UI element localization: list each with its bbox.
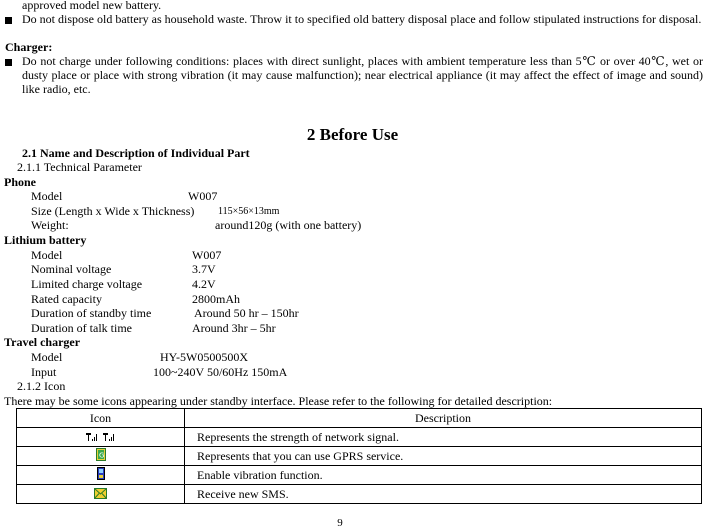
battery-row-label: Model xyxy=(31,248,63,262)
battery-row-value: Around 3hr – 5hr xyxy=(192,321,276,335)
battery-row-label: Rated capacity xyxy=(31,292,102,306)
icon-intro-text: There may be some icons appearing under standby interface. Please refer to the following for detailed description: xyxy=(4,394,553,408)
table-header-row xyxy=(17,409,702,428)
charger-model-label: Model xyxy=(31,350,63,364)
battery-row-label: Duration of talk time xyxy=(31,321,132,335)
phone-size-value: 115×56×13mm xyxy=(218,206,280,217)
continued-text: approved model new battery. xyxy=(22,0,162,12)
charger-input-label: Input xyxy=(31,365,57,379)
charger-input-value: 100~240V 50/60Hz 150mA xyxy=(153,365,288,379)
battery-row-label: Limited charge voltage xyxy=(31,277,143,291)
battery-row-value: Around 50 hr – 150hr xyxy=(194,306,299,320)
bullet-marker xyxy=(5,17,12,24)
battery-heading: Lithium battery xyxy=(4,233,87,247)
battery-row-value: 3.7V xyxy=(192,262,216,276)
phone-model-label: Model xyxy=(31,189,63,203)
battery-row-value: 2800mAh xyxy=(192,292,240,306)
sms-envelope-icon xyxy=(94,488,107,502)
phone-model-value: W007 xyxy=(188,189,218,203)
bullet-marker xyxy=(5,59,12,66)
battery-row-label: Duration of standby time xyxy=(31,306,152,320)
icon-cell xyxy=(17,485,185,504)
battery-row-label: Nominal voltage xyxy=(31,262,112,276)
charger-heading: Charger: xyxy=(5,40,53,54)
icon-table xyxy=(16,408,702,504)
icon-cell xyxy=(17,428,185,447)
description-cell: Enable vibration function. xyxy=(185,466,702,485)
icon-column-header: Icon xyxy=(17,409,185,428)
phone-weight-value: around120g (with one battery) xyxy=(215,218,362,232)
battery-row-value: W007 xyxy=(192,248,222,262)
charger-section-heading: Travel charger xyxy=(4,335,81,349)
table-row xyxy=(17,447,702,466)
description-cell: Represents the strength of network signal. xyxy=(185,428,702,447)
table-row xyxy=(17,485,702,504)
battery-disposal-text: Do not dispose old battery as household waste. Throw it to specified old battery disposal place and follow stipulated instructions for disposal. xyxy=(22,12,702,26)
icon-cell xyxy=(17,466,185,485)
svg-text:G: G xyxy=(98,451,104,460)
signal-strength-icon xyxy=(85,431,117,445)
phone-weight-label: Weight: xyxy=(31,218,69,232)
chapter-title: 2 Before Use xyxy=(306,125,399,144)
page-number: 9 xyxy=(337,517,343,529)
charging-conditions-text: Do not charge under following conditions: places with direct sunlight, places with ambient temperature less than 5℃ or over 40℃, wet or dusty place or place with strong vibration (it may cause malfunction); near electrical appliance (it may affect the effect of image and sound) like radio, etc. xyxy=(22,54,703,96)
table-row xyxy=(17,428,702,447)
section-2-1-heading: 2.1 Name and Description of Individual Part xyxy=(22,146,250,160)
description-column-header: Description xyxy=(185,409,702,428)
section-2-1-1-heading: 2.1.1 Technical Parameter xyxy=(17,160,142,174)
charger-model-value: HY-5W0500500X xyxy=(160,350,248,364)
vibration-icon xyxy=(97,467,105,483)
phone-heading: Phone xyxy=(4,175,37,189)
battery-row-value: 4.2V xyxy=(192,277,216,291)
table-row xyxy=(17,466,702,485)
phone-size-label: Size (Length x Wide x Thickness) xyxy=(31,204,195,218)
gprs-icon xyxy=(96,448,106,464)
description-cell: Receive new SMS. xyxy=(185,485,702,504)
section-2-1-2-heading: 2.1.2 Icon xyxy=(17,379,66,393)
icon-cell xyxy=(17,447,185,466)
description-cell: Represents that you can use GPRS service. xyxy=(185,447,702,466)
